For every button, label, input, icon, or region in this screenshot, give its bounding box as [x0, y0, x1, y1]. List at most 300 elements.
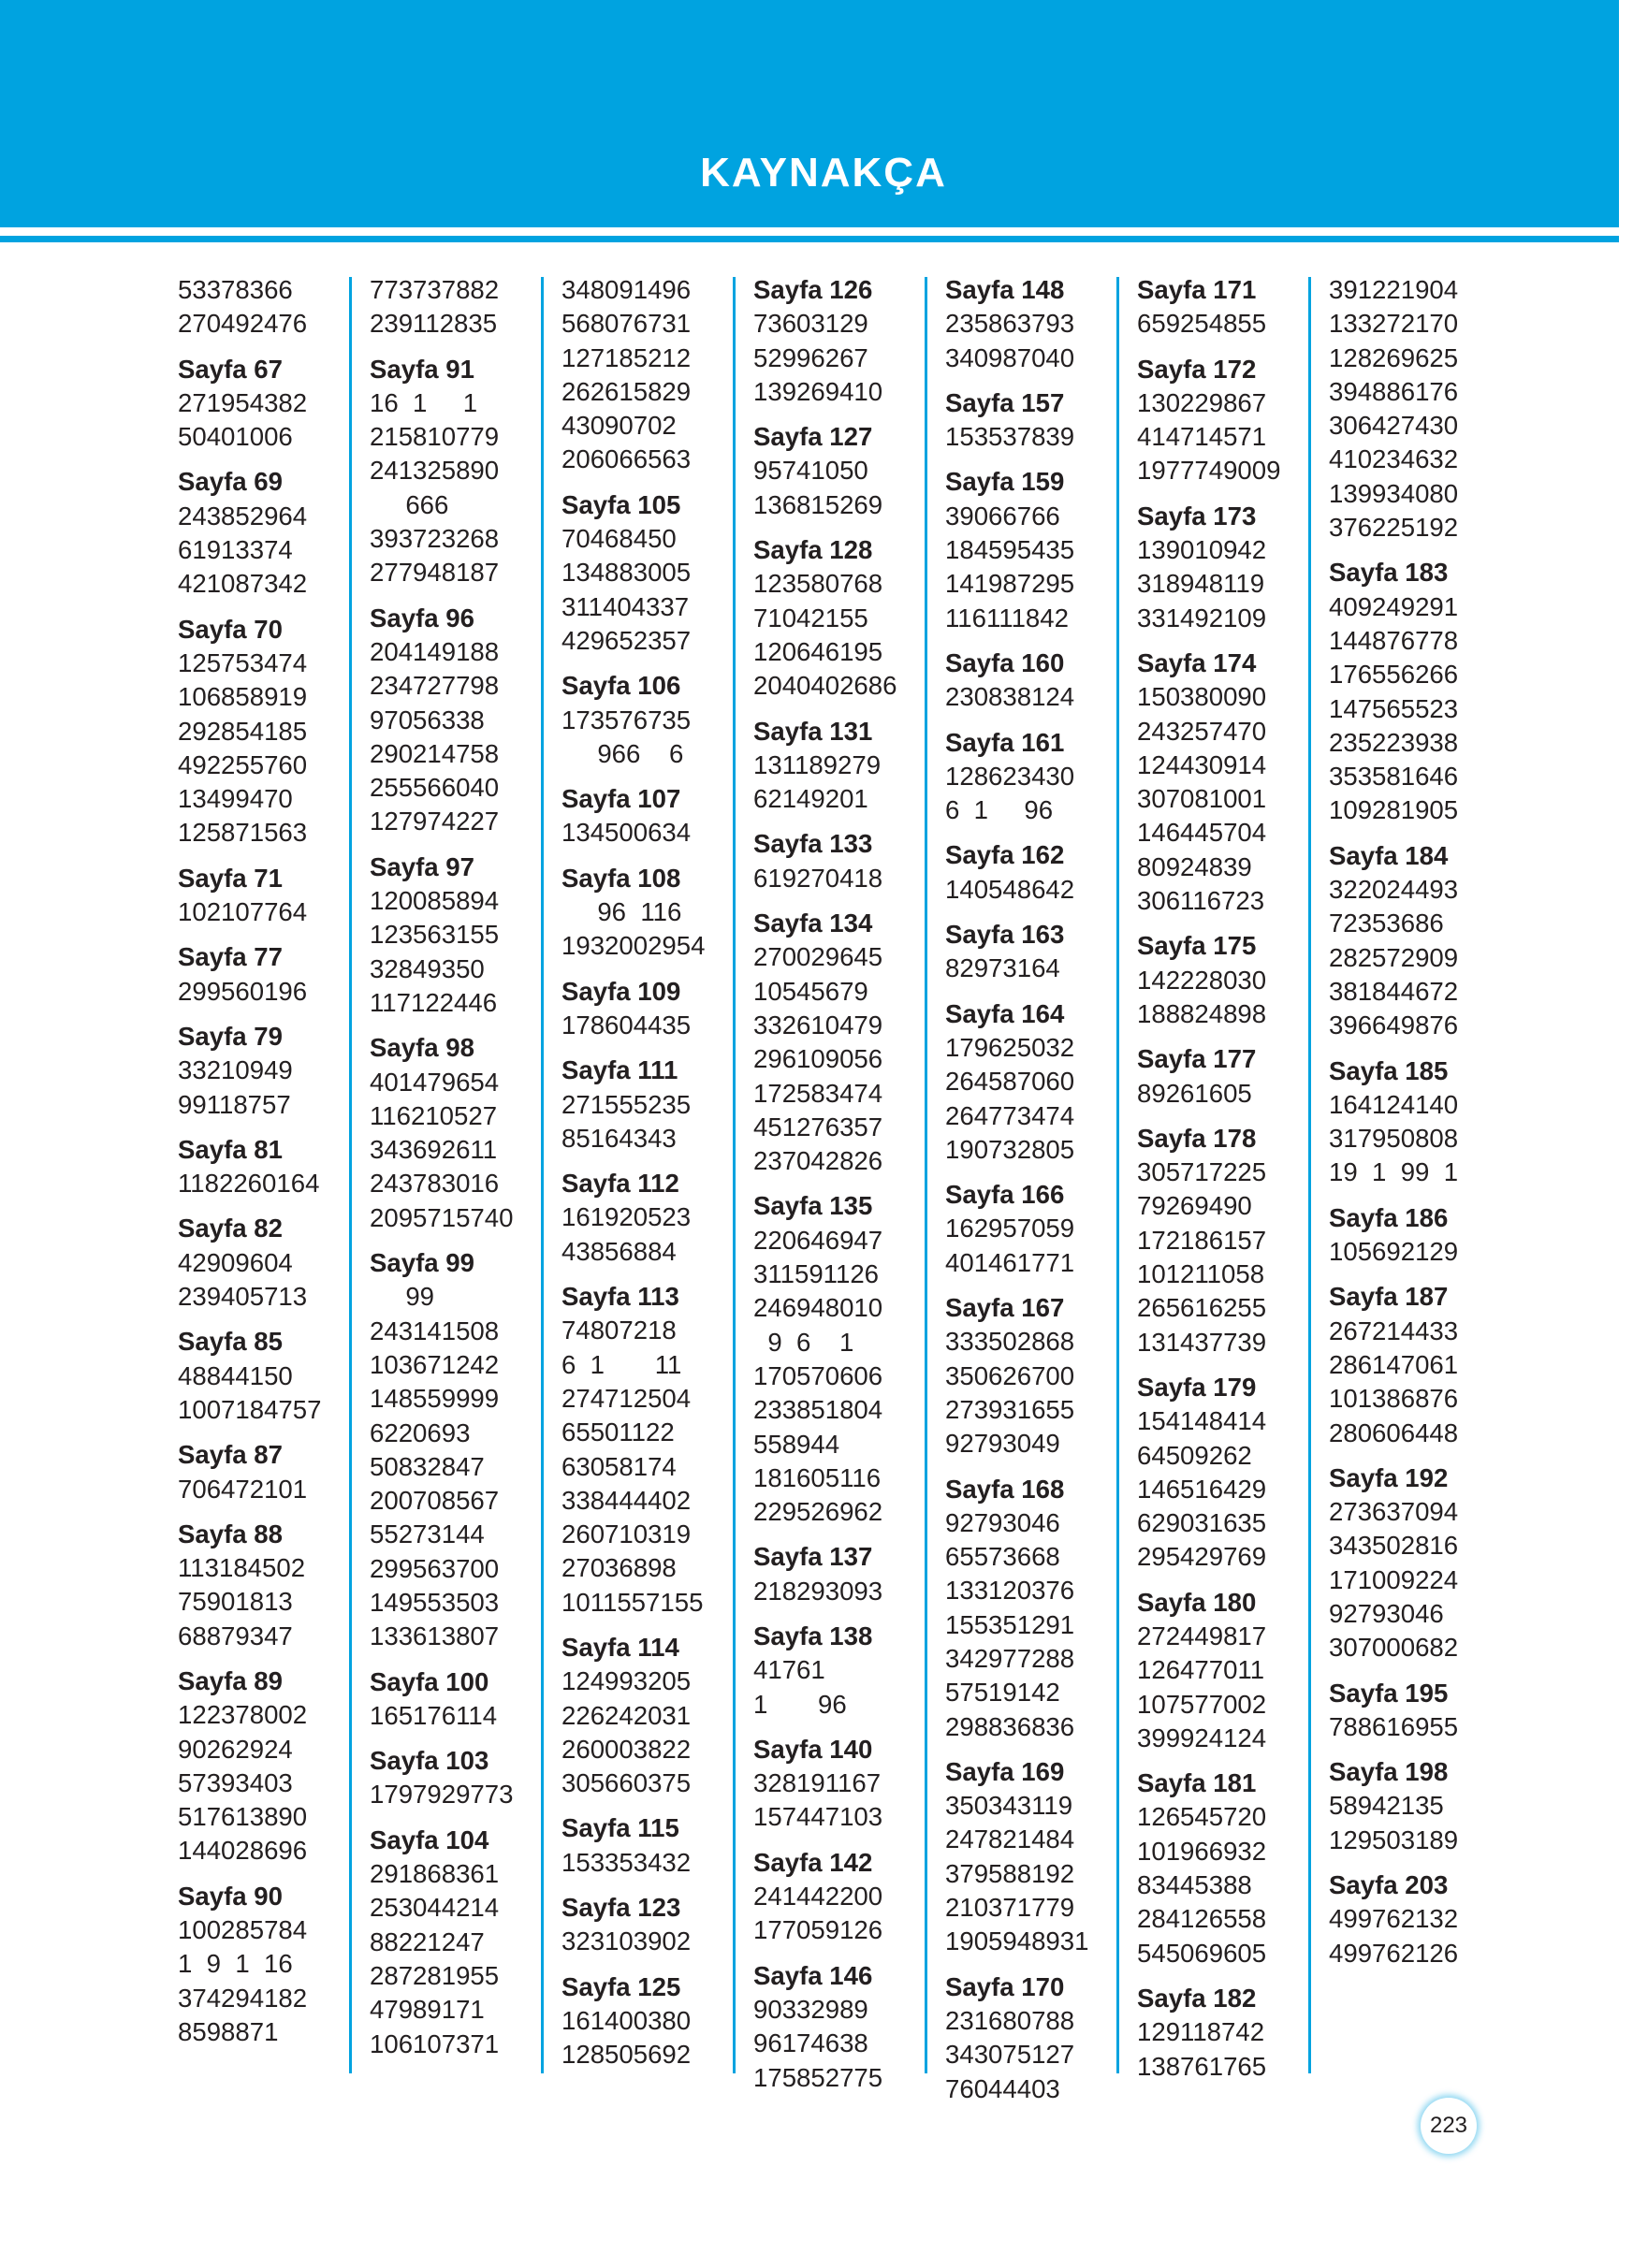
reference-id: 128623430 — [945, 761, 1075, 791]
reference-id: 42909604 — [178, 1247, 293, 1277]
reference-id: 306427430 — [1329, 411, 1459, 441]
page-heading: Sayfa 127 — [753, 422, 873, 452]
reference-id: 99 — [370, 1282, 435, 1312]
column-divider — [349, 277, 352, 2073]
reference-id: 374294182 — [178, 1983, 308, 2013]
reference-id: 270492476 — [178, 309, 308, 339]
page-heading: Sayfa 137 — [753, 1542, 873, 1572]
reference-column-1 — [178, 273, 346, 2049]
reference-id: 323103902 — [561, 1926, 692, 1956]
reference-id: 125871563 — [178, 818, 308, 848]
reference-id: 101211058 — [1137, 1259, 1265, 1289]
reference-id: 79269490 — [1137, 1191, 1252, 1221]
reference-id: 264773474 — [945, 1100, 1075, 1130]
page-number-badge — [1421, 2098, 1477, 2154]
reference-id: 262615829 — [561, 376, 692, 406]
page-heading: Sayfa 203 — [1329, 1870, 1449, 1900]
reference-id: 140548642 — [945, 874, 1075, 904]
reference-id: 292854185 — [178, 716, 308, 746]
reference-id: 75901813 — [178, 1587, 293, 1617]
reference-id: 50832847 — [370, 1451, 485, 1481]
reference-id: 178604435 — [561, 1010, 692, 1040]
page-heading: Sayfa 148 — [945, 275, 1065, 304]
reference-column-6 — [1137, 273, 1305, 2084]
reference-id: 241442200 — [753, 1882, 883, 1912]
reference-id: 1007184757 — [178, 1394, 322, 1424]
reference-id: 239112835 — [370, 309, 498, 339]
reference-id: 96 116 — [561, 897, 682, 927]
reference-id: 204149188 — [370, 636, 500, 666]
reference-id: 141987295 — [945, 569, 1075, 599]
reference-id: 175852775 — [753, 2062, 883, 2092]
reference-id: 706472101 — [178, 1474, 308, 1504]
reference-id: 1977749009 — [1137, 456, 1281, 486]
reference-id: 113184502 — [178, 1553, 306, 1583]
reference-id: 305717225 — [1137, 1157, 1267, 1187]
reference-id: 120646195 — [753, 636, 883, 666]
reference-id: 282572909 — [1329, 942, 1459, 972]
reference-id: 234727798 — [370, 671, 500, 701]
reference-column-3 — [561, 273, 730, 2072]
reference-id: 70468450 — [561, 524, 677, 554]
reference-id: 6 1 11 — [561, 1349, 682, 1379]
page-heading: Sayfa 195 — [1329, 1678, 1449, 1708]
reference-id: 241325890 — [370, 456, 500, 486]
page-heading: Sayfa 173 — [1137, 501, 1257, 531]
page-heading: Sayfa 157 — [945, 387, 1065, 417]
page-heading: Sayfa 77 — [178, 942, 283, 972]
page-heading: Sayfa 162 — [945, 840, 1065, 870]
reference-id: 381844672 — [1329, 976, 1459, 1006]
reference-id: 76044403 — [945, 2073, 1060, 2103]
reference-id: 90332989 — [753, 1994, 868, 2024]
reference-id: 128269625 — [1329, 342, 1459, 372]
reference-id: 13499470 — [178, 784, 293, 814]
reference-id: 153353432 — [561, 1847, 692, 1877]
reference-id: 391221904 — [1329, 275, 1459, 304]
reference-id: 161400380 — [561, 2005, 692, 2035]
reference-id: 396649876 — [1329, 1010, 1459, 1040]
page-heading: Sayfa 96 — [370, 603, 474, 632]
reference-id: 290214758 — [370, 738, 500, 768]
page-heading: Sayfa 174 — [1137, 647, 1257, 677]
reference-id: 499762126 — [1329, 1938, 1459, 1968]
reference-id: 171009224 — [1329, 1564, 1459, 1594]
reference-id: 134883005 — [561, 558, 692, 588]
page-heading: Sayfa 87 — [178, 1440, 283, 1470]
page-heading: Sayfa 163 — [945, 920, 1065, 950]
reference-id: 492255760 — [178, 749, 308, 779]
reference-id: 125753474 — [178, 647, 308, 677]
reference-id: 123563155 — [370, 920, 500, 950]
column-divider — [1308, 277, 1311, 2073]
reference-id: 272449817 — [1137, 1621, 1267, 1650]
reference-column-4 — [753, 273, 922, 2095]
page-heading: Sayfa 109 — [561, 976, 681, 1006]
reference-id: 568076731 — [561, 309, 692, 339]
reference-id: 53378366 — [178, 275, 293, 304]
reference-id: 348091496 — [561, 275, 692, 304]
reference-id: 85164343 — [561, 1123, 677, 1153]
page-heading: Sayfa 142 — [753, 1847, 873, 1877]
reference-id: 153537839 — [945, 422, 1075, 452]
reference-id: 148559999 — [370, 1384, 500, 1414]
reference-id: 172583474 — [753, 1078, 883, 1108]
reference-id: 243783016 — [370, 1169, 500, 1199]
page-heading: Sayfa 112 — [561, 1169, 679, 1199]
reference-id: 1905948931 — [945, 1926, 1089, 1956]
reference-id: 343692611 — [370, 1135, 498, 1165]
reference-id: 139934080 — [1329, 478, 1459, 508]
reference-id: 220646947 — [753, 1225, 883, 1255]
reference-id: 146516429 — [1137, 1474, 1267, 1504]
reference-id: 401461771 — [945, 1247, 1075, 1277]
reference-id: 130229867 — [1137, 387, 1267, 417]
reference-id: 48844150 — [178, 1360, 293, 1390]
reference-id: 97056338 — [370, 705, 485, 734]
page-heading: Sayfa 179 — [1137, 1372, 1257, 1402]
reference-id: 106107371 — [370, 2028, 500, 2058]
reference-id: 264587060 — [945, 1067, 1075, 1097]
page-heading: Sayfa 71 — [178, 863, 283, 893]
reference-id: 106858919 — [178, 682, 308, 712]
reference-id: 126477011 — [1137, 1655, 1265, 1685]
reference-id: 147565523 — [1329, 693, 1459, 723]
reference-id: 1182260164 — [178, 1169, 320, 1199]
reference-id: 33210949 — [178, 1055, 293, 1085]
reference-id: 1932002954 — [561, 931, 706, 961]
reference-column-7 — [1329, 273, 1497, 1970]
reference-id: 499762132 — [1329, 1904, 1459, 1934]
column-divider — [541, 277, 544, 2073]
page-heading: Sayfa 177 — [1137, 1044, 1257, 1074]
reference-id: 164124140 — [1329, 1089, 1459, 1119]
reference-id: 226242031 — [561, 1700, 692, 1730]
reference-id: 83445388 — [1137, 1870, 1252, 1900]
reference-id: 144028696 — [178, 1836, 308, 1866]
reference-id: 95741050 — [753, 456, 868, 486]
reference-id: 2095715740 — [370, 1202, 514, 1232]
reference-id: 65573668 — [945, 1542, 1060, 1572]
reference-id: 41761 — [753, 1655, 825, 1685]
reference-id: 243141508 — [370, 1316, 500, 1345]
reference-id: 120085894 — [370, 886, 500, 916]
reference-id: 101966932 — [1137, 1836, 1267, 1866]
reference-id: 340987040 — [945, 342, 1075, 372]
page-heading: Sayfa 180 — [1137, 1587, 1257, 1617]
reference-id: 139010942 — [1137, 535, 1267, 565]
reference-id: 73603129 — [753, 309, 868, 339]
reference-id: 124430914 — [1137, 749, 1267, 779]
page-heading: Sayfa 131 — [753, 716, 873, 746]
reference-id: 277948187 — [370, 558, 500, 588]
page-heading: Sayfa 100 — [370, 1666, 489, 1696]
reference-id: 102107764 — [178, 897, 308, 927]
page-heading: Sayfa 82 — [178, 1214, 283, 1243]
reference-id: 399924124 — [1137, 1723, 1267, 1752]
reference-id: 88221247 — [370, 1926, 485, 1956]
reference-id: 243257470 — [1137, 716, 1267, 746]
reference-id: 230838124 — [945, 682, 1075, 712]
reference-id: 116111842 — [945, 603, 1069, 632]
reference-id: 129503189 — [1329, 1825, 1459, 1854]
reference-id: 410234632 — [1329, 444, 1459, 474]
reference-id: 103671242 — [370, 1349, 500, 1379]
reference-id: 133272170 — [1329, 309, 1459, 339]
reference-id: 1 9 1 16 — [178, 1949, 293, 1979]
reference-id: 72353686 — [1329, 909, 1444, 938]
reference-id: 338444402 — [561, 1485, 692, 1515]
page-heading: Sayfa 170 — [945, 1971, 1065, 2001]
reference-id: 61913374 — [178, 535, 293, 565]
reference-id: 32849350 — [370, 953, 485, 983]
reference-id: 394886176 — [1329, 376, 1459, 406]
header-rule — [0, 236, 1619, 242]
reference-id: 295429769 — [1137, 1542, 1267, 1572]
reference-id: 155351291 — [945, 1609, 1075, 1639]
page-heading: Sayfa 182 — [1137, 1983, 1257, 2013]
reference-id: 188824898 — [1137, 998, 1267, 1028]
reference-id: 966 6 — [561, 738, 684, 768]
reference-id: 247821484 — [945, 1825, 1075, 1854]
reference-id: 136815269 — [753, 489, 883, 519]
reference-id: 343502816 — [1329, 1531, 1459, 1561]
page-heading: Sayfa 172 — [1137, 354, 1257, 384]
reference-id: 307081001 — [1137, 784, 1267, 814]
reference-id: 162957059 — [945, 1214, 1075, 1243]
page-heading: Sayfa 161 — [945, 727, 1065, 757]
reference-id: 322024493 — [1329, 875, 1459, 905]
page-heading: Sayfa 184 — [1329, 840, 1449, 870]
page-heading: Sayfa 67 — [178, 354, 283, 384]
reference-id: 117122446 — [370, 987, 498, 1017]
reference-id: 229526962 — [753, 1497, 883, 1527]
reference-id: 429652357 — [561, 625, 692, 655]
reference-id: 1011557155 — [561, 1587, 704, 1617]
page-heading: Sayfa 160 — [945, 647, 1065, 677]
page-title: KAYNAKÇA — [700, 150, 947, 196]
reference-id: 273637094 — [1329, 1497, 1459, 1527]
reference-id: 150380090 — [1137, 682, 1267, 712]
reference-id: 307000682 — [1329, 1633, 1459, 1663]
reference-id: 184595435 — [945, 535, 1075, 565]
reference-id: 260003822 — [561, 1734, 692, 1764]
reference-id: 165176114 — [370, 1700, 498, 1730]
reference-id: 291868361 — [370, 1859, 500, 1889]
reference-id: 105692129 — [1329, 1237, 1459, 1267]
reference-id: 317950808 — [1329, 1124, 1459, 1154]
reference-id: 96174638 — [753, 2028, 868, 2058]
reference-id: 260710319 — [561, 1519, 692, 1549]
reference-id: 101386876 — [1329, 1384, 1459, 1414]
reference-id: 139269410 — [753, 376, 883, 406]
reference-id: 138761765 — [1137, 2051, 1267, 2081]
page-heading: Sayfa 106 — [561, 671, 681, 701]
reference-id: 63058174 — [561, 1451, 677, 1481]
page-heading: Sayfa 192 — [1329, 1462, 1449, 1492]
reference-id: 52996267 — [753, 342, 868, 372]
page-heading: Sayfa 69 — [178, 467, 283, 497]
reference-id: 157447103 — [753, 1802, 883, 1832]
page-heading: Sayfa 133 — [753, 829, 873, 859]
reference-id: 274712504 — [561, 1383, 692, 1413]
reference-id: 92793049 — [945, 1429, 1060, 1459]
reference-id: 299560196 — [178, 976, 308, 1006]
page-heading: Sayfa 185 — [1329, 1055, 1449, 1085]
reference-id: 2040402686 — [753, 671, 897, 701]
reference-id: 146445704 — [1137, 818, 1267, 848]
reference-id: 109281905 — [1329, 795, 1459, 825]
reference-id: 311404337 — [561, 591, 690, 621]
reference-id: 92793046 — [1329, 1598, 1444, 1628]
reference-id: 181605116 — [753, 1462, 882, 1492]
reference-id: 773737882 — [370, 275, 500, 304]
reference-id: 451276357 — [753, 1112, 883, 1141]
reference-id: 124993205 — [561, 1666, 692, 1696]
reference-id: 788616955 — [1329, 1711, 1459, 1741]
page-heading: Sayfa 111 — [561, 1055, 678, 1085]
reference-id: 379588192 — [945, 1858, 1075, 1888]
page-heading: Sayfa 187 — [1329, 1282, 1449, 1312]
column-divider — [733, 277, 736, 2073]
reference-id: 210371779 — [945, 1893, 1075, 1923]
reference-id: 134500634 — [561, 818, 692, 848]
reference-id: 144876778 — [1329, 625, 1459, 655]
reference-id: 127974227 — [370, 807, 500, 836]
reference-id: 271555235 — [561, 1089, 692, 1119]
reference-id: 65501122 — [561, 1418, 675, 1447]
page-heading: Sayfa 89 — [178, 1665, 283, 1695]
reference-id: 401479654 — [370, 1067, 500, 1097]
reference-id: 90262924 — [178, 1734, 293, 1764]
reference-id: 154148414 — [1137, 1406, 1267, 1436]
reference-id: 409249291 — [1329, 591, 1459, 621]
page-heading: Sayfa 107 — [561, 784, 681, 814]
reference-id: 1 96 — [753, 1689, 847, 1719]
page-heading: Sayfa 128 — [753, 535, 873, 565]
reference-id: 333502868 — [945, 1327, 1075, 1357]
page-heading: Sayfa 88 — [178, 1519, 283, 1548]
reference-id: 55273144 — [370, 1519, 485, 1549]
page-heading: Sayfa 79 — [178, 1021, 283, 1051]
reference-id: 64509262 — [1137, 1440, 1252, 1470]
page-heading: Sayfa 166 — [945, 1180, 1065, 1210]
reference-column-5 — [945, 273, 1114, 2106]
page-heading: Sayfa 104 — [370, 1825, 489, 1854]
reference-id: 128505692 — [561, 2040, 692, 2070]
reference-id: 659254855 — [1137, 309, 1267, 339]
reference-id: 342977288 — [945, 1643, 1075, 1673]
reference-id: 253044214 — [370, 1893, 500, 1923]
reference-id: 629031635 — [1137, 1508, 1267, 1538]
reference-id: 170570606 — [753, 1360, 883, 1390]
reference-id: 58942135 — [1329, 1791, 1444, 1821]
reference-id: 267214433 — [1329, 1316, 1459, 1345]
reference-id: 353581646 — [1329, 762, 1459, 792]
reference-id: 215810779 — [370, 422, 500, 452]
page-heading: Sayfa 113 — [561, 1282, 679, 1312]
reference-id: 82973164 — [945, 953, 1060, 983]
reference-id: 558944 — [753, 1429, 840, 1459]
reference-id: 131437739 — [1137, 1327, 1267, 1357]
page-heading: Sayfa 85 — [178, 1327, 283, 1357]
reference-id: 71042155 — [753, 603, 868, 632]
reference-id: 172186157 — [1137, 1225, 1267, 1255]
page-heading: Sayfa 135 — [753, 1191, 873, 1221]
reference-id: 305660375 — [561, 1768, 692, 1798]
reference-id: 129118742 — [1137, 2017, 1265, 2047]
reference-id: 127185212 — [561, 342, 692, 372]
reference-id: 218293093 — [753, 1576, 883, 1606]
reference-id: 414714571 — [1137, 422, 1267, 452]
reference-id: 74807218 — [561, 1316, 677, 1345]
page-number: 223 — [1429, 2113, 1468, 2138]
reference-id: 331492109 — [1137, 603, 1267, 632]
page-heading: Sayfa 123 — [561, 1893, 681, 1923]
reference-id: 116210527 — [370, 1100, 498, 1130]
reference-id: 123580768 — [753, 569, 883, 599]
reference-id: 287281955 — [370, 1960, 500, 1990]
reference-id: 332610479 — [753, 1010, 883, 1040]
reference-id: 343075127 — [945, 2040, 1075, 2070]
reference-id: 99118757 — [178, 1089, 291, 1119]
column-divider — [1116, 277, 1119, 2073]
reference-id: 19 1 99 1 — [1329, 1157, 1459, 1187]
reference-id: 284126558 — [1137, 1904, 1267, 1934]
reference-id: 43856884 — [561, 1236, 677, 1266]
reference-id: 57519142 — [945, 1678, 1060, 1708]
page-heading: Sayfa 114 — [561, 1632, 679, 1662]
reference-id: 200708567 — [370, 1486, 500, 1516]
page-heading: Sayfa 140 — [753, 1734, 873, 1764]
reference-id: 421087342 — [178, 569, 308, 599]
reference-id: 231680788 — [945, 2005, 1075, 2035]
page-heading: Sayfa 181 — [1137, 1768, 1257, 1798]
reference-id: 393723268 — [370, 524, 500, 554]
reference-id: 10545679 — [753, 976, 868, 1006]
reference-id: 243852964 — [178, 501, 308, 531]
reference-column-2 — [370, 273, 538, 2061]
reference-id: 237042826 — [753, 1146, 883, 1176]
reference-id: 235223938 — [1329, 727, 1459, 757]
reference-id: 149553503 — [370, 1587, 500, 1617]
page-heading: Sayfa 164 — [945, 998, 1065, 1028]
reference-id: 126545720 — [1137, 1802, 1267, 1832]
reference-id: 273931655 — [945, 1394, 1075, 1424]
page-heading: Sayfa 138 — [753, 1621, 873, 1650]
page-heading: Sayfa 125 — [561, 1971, 681, 2001]
reference-id: 619270418 — [753, 863, 883, 893]
reference-id: 328191167 — [753, 1768, 882, 1798]
reference-id: 265616255 — [1137, 1293, 1267, 1323]
page-heading: Sayfa 169 — [945, 1756, 1065, 1786]
reference-id: 246948010 — [753, 1293, 883, 1323]
reference-id: 161920523 — [561, 1202, 692, 1232]
reference-id: 107577002 — [1137, 1689, 1267, 1719]
page-heading: Sayfa 183 — [1329, 558, 1449, 588]
page-heading: Sayfa 70 — [178, 614, 283, 644]
header-banner — [0, 0, 1619, 227]
reference-id: 57393403 — [178, 1767, 293, 1797]
page-heading: Sayfa 115 — [561, 1813, 679, 1843]
page-heading: Sayfa 171 — [1137, 275, 1257, 304]
reference-id: 179625032 — [945, 1032, 1075, 1062]
reference-id: 173576735 — [561, 705, 692, 734]
reference-id: 545069605 — [1137, 1938, 1267, 1968]
reference-id: 271954382 — [178, 387, 308, 417]
reference-id: 8598871 — [178, 2016, 279, 2046]
reference-id: 190732805 — [945, 1134, 1075, 1164]
